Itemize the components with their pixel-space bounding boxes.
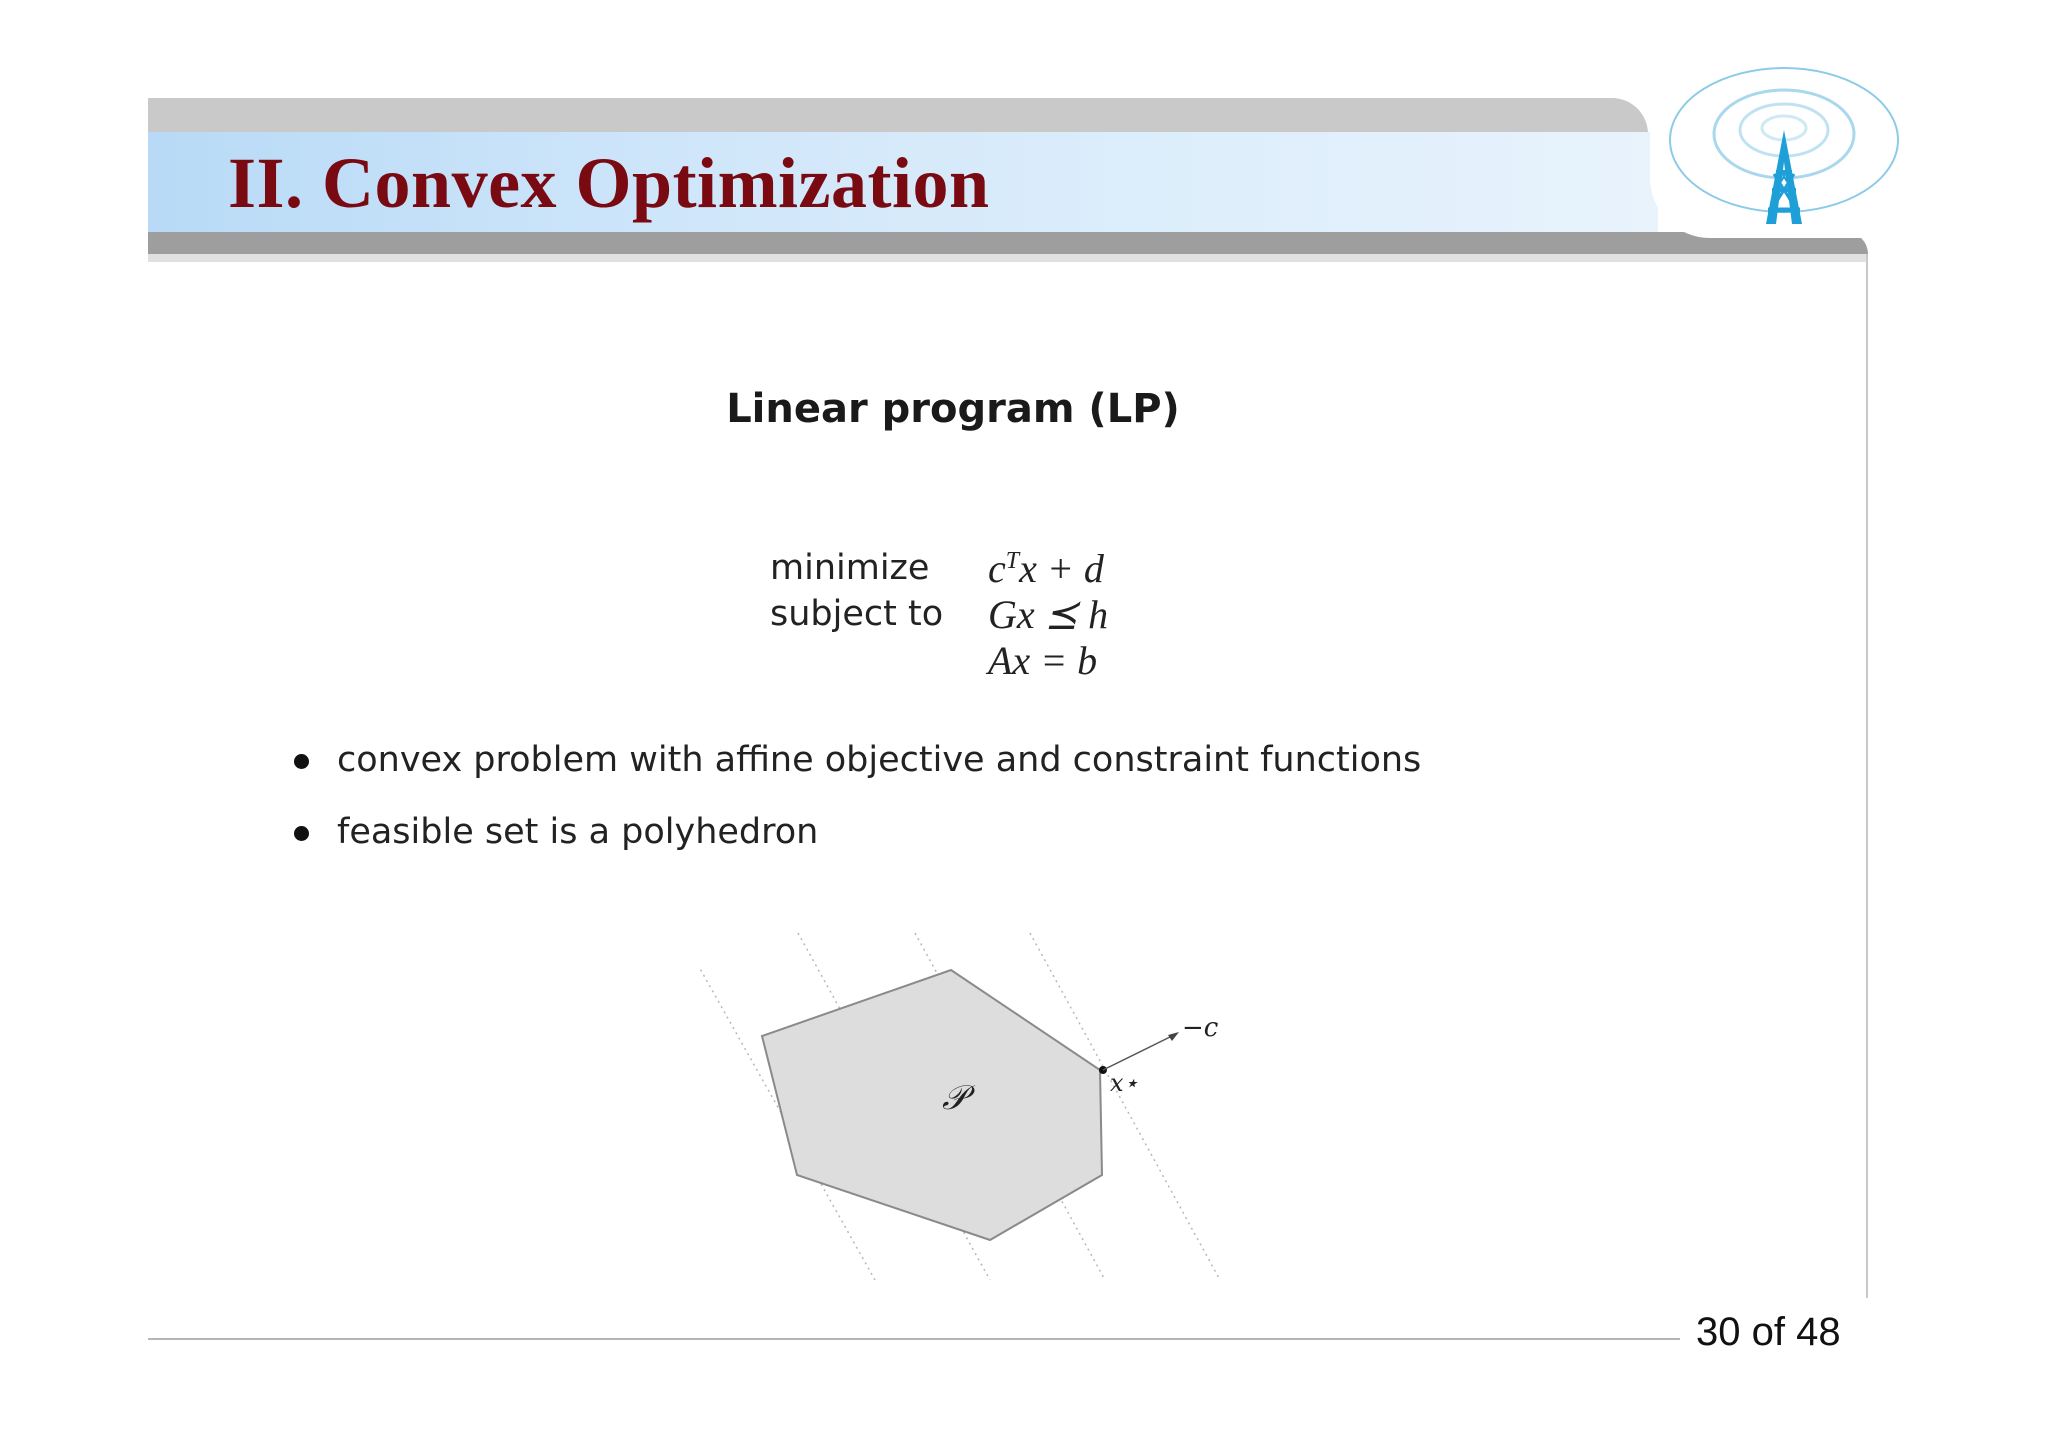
header-bottom-accent (148, 254, 1868, 262)
constraint-keyword: subject to (770, 594, 944, 634)
slide-title: II. Convex Optimization (228, 143, 990, 223)
bullet-item (290, 740, 1421, 812)
broadcast-tower-icon (1662, 62, 1902, 232)
section-heading: Linear program (LP) (726, 386, 1180, 432)
objective-row (770, 545, 1108, 591)
header-bottom-bar (148, 232, 1868, 254)
footer-rule (148, 1338, 1680, 1340)
page-number: 30 of 48 (1696, 1310, 1841, 1354)
direction-label: −c (1182, 1013, 1219, 1043)
inequality-constraint: Gx ⪯ h (988, 591, 1109, 637)
bullet-text: convex problem with affine objective and constraint functions (337, 740, 1422, 780)
bullet-dot-icon (294, 754, 309, 769)
objective-expression: $c^Tx + d$ (988, 545, 1104, 591)
equality-constraint-row (770, 637, 1108, 683)
bullet-item (290, 812, 1421, 884)
bullet-text: feasible set is a polyhedron (337, 812, 819, 852)
equality-constraint: Ax = b (988, 637, 1098, 683)
feasible-polyhedron (762, 970, 1102, 1240)
header-top-bar (148, 98, 1648, 134)
bullet-list (290, 740, 1421, 884)
inequality-constraint-row (770, 591, 1108, 637)
direction-arrowhead (1168, 1032, 1179, 1041)
optimum-label: x⋆ (1110, 1069, 1139, 1097)
bullet-dot-icon (294, 826, 309, 841)
lp-formulation (770, 545, 1108, 683)
direction-arrow (1103, 1035, 1174, 1070)
objective-keyword: minimize (770, 548, 930, 588)
polyhedron-label: 𝒫 (942, 1078, 967, 1118)
lp-feasible-set-diagram (700, 925, 1260, 1280)
